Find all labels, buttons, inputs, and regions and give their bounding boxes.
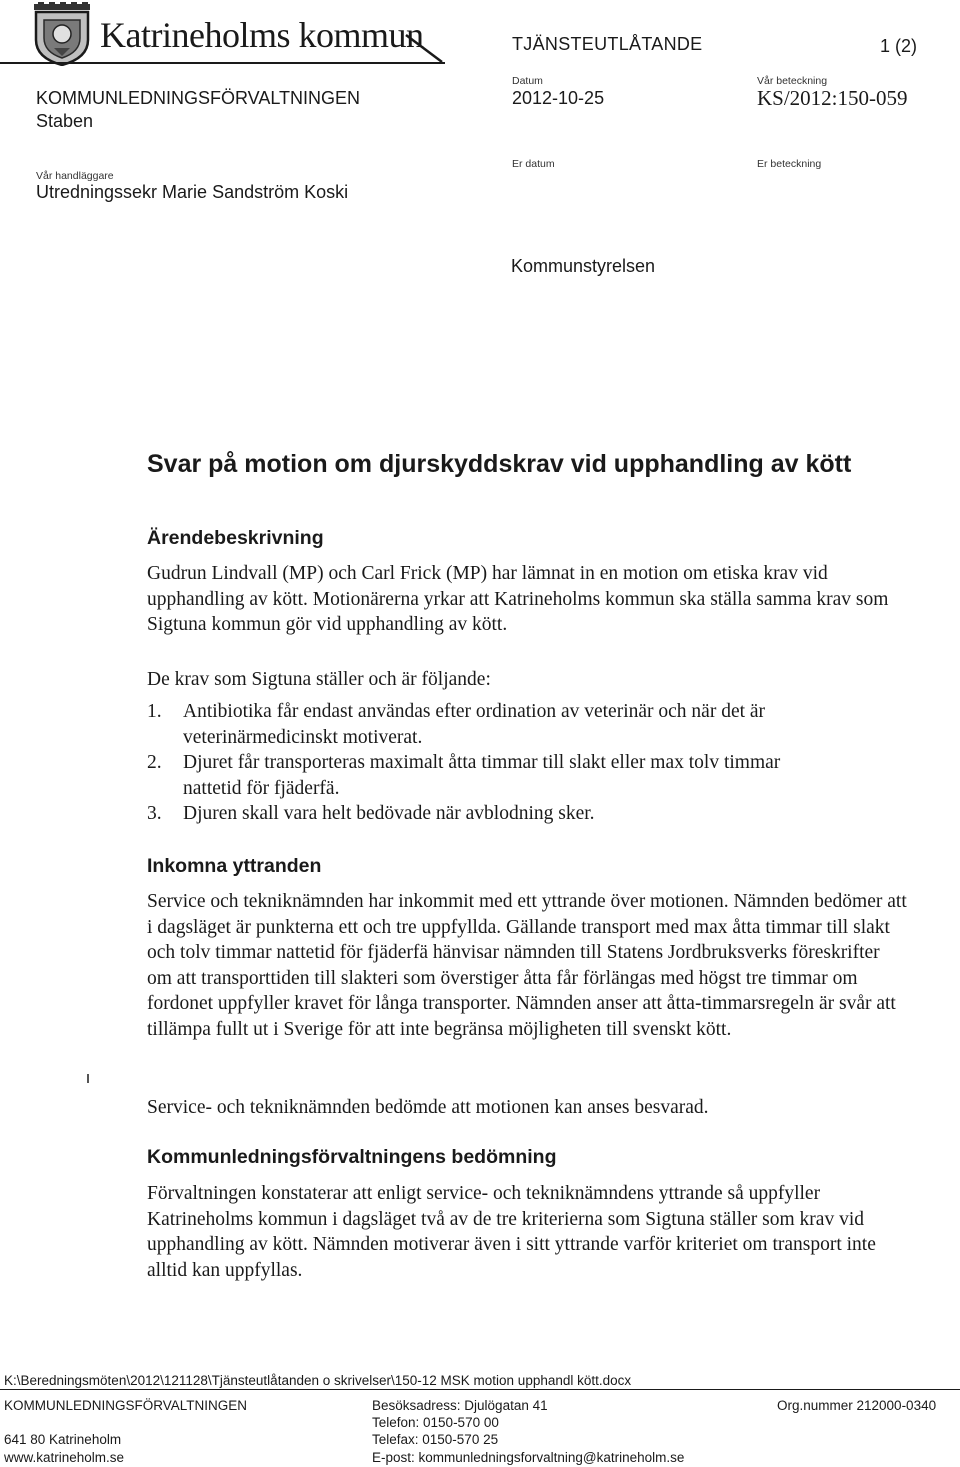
header-rule: [0, 62, 445, 64]
org-name: Katrineholms kommun: [100, 15, 424, 55]
logo-slash-mark: [402, 32, 444, 64]
recipient: Kommunstyrelsen: [511, 256, 656, 276]
paragraph-service-opinion: Service och tekniknämnden har inkommit med ett yttrande över motionen. Nämnden bedömer att i dagsläget är punkterna ett och tre uppfyllda. Gällande transport med max åtta timmar till slakt och tolv timmar nattetid för fjäderfä hänvisar nämnden till Statens Jordbruksverks föreskrifter om att transporttiden till slakteri som överstiger åtta får förlängas med högst tre timmar om fordonet uppfyller kravet för långa transporter. Nämnden anser att åtta-timmarsregeln är svår att tillämpa fullt ut i Sverige för att inte begränsa möjligheten till svenskt kött.: [147, 891, 907, 1040]
footer-fax: Telefax: 0150-570 25: [372, 1432, 499, 1447]
reference-value: KS/2012:150-059: [757, 86, 908, 110]
list-item-text: Antibiotika får endast användas efter ordination av veterinär och när det är veterinärmedicinskt motiverat.: [183, 701, 766, 748]
list-item-text: Djuret får transporteras maximalt åtta timmar till slakt eller max tolv timmar nattetid för fjäderfä.: [183, 752, 781, 799]
document-title: Svar på motion om djurskyddskrav vid upphandling av kött: [147, 450, 852, 478]
page-number: 1 (2): [880, 36, 918, 56]
file-path: K:\Beredningsmöten\2012\121128\Tjänsteutlåtanden o skrivelser\150-12 MSK motion upphandl kött.docx: [4, 1373, 632, 1388]
section-heading-inkomna-yttranden: Inkomna yttranden: [147, 855, 322, 877]
handler-value: Utredningssekr Marie Sandström Koski: [36, 182, 349, 202]
margin-mark: [87, 1074, 89, 1083]
department-name: KOMMUNLEDNINGSFÖRVALTNINGEN: [36, 88, 361, 108]
section-heading-bedomning: Kommunledningsförvaltningens bedömning: [147, 1146, 557, 1168]
list-item: [147, 801, 807, 827]
footer-phone: Telefon: 0150-570 00: [372, 1415, 499, 1430]
list-item-number: 1.: [147, 701, 162, 722]
list-item: [147, 699, 807, 750]
footer-email: E-post: kommunledningsforvaltning@katrineholm.se: [372, 1450, 685, 1465]
handler-label: Vår handläggare: [36, 170, 114, 182]
document-type: TJÄNSTEUTLÅTANDE: [512, 34, 703, 54]
paragraph-service-conclusion: Service- och tekniknämnden bedömde att motionen kan anses besvarad.: [147, 1097, 709, 1118]
paragraph-motion: Gudrun Lindvall (MP) och Carl Frick (MP) har lämnat in en motion om etiska krav vid upphandling av kött. Motionärerna yrkar att Katrineholms kommun ska ställa samma krav som Sigtuna kommun gör vid upphandling av kött.: [147, 563, 889, 635]
footer-department: KOMMUNLEDNINGSFÖRVALTNINGEN: [4, 1398, 248, 1413]
footer-rule: [0, 1389, 960, 1390]
list-item-number: 3.: [147, 803, 162, 824]
list-item-number: 2.: [147, 752, 162, 773]
date-label: Datum: [512, 75, 543, 87]
your-date-label: Er datum: [512, 158, 555, 170]
paragraph-assessment: Förvaltningen konstaterar att enligt service- och tekniknämndens yttrande så uppfyller Katrineholms kommun i dagsläget två av de tre kriterierna som Sigtuna ställer som krav vid upphandling av kött. Nämnden motiverar även i sitt yttrande varför kriteriet om transport inte alltid kan uppfyllas.: [147, 1183, 876, 1281]
coat-of-arms-logo: [32, 2, 92, 66]
footer-website: www.katrineholm.se: [4, 1450, 125, 1465]
footer-postal-address: 641 80 Katrineholm: [4, 1432, 122, 1447]
your-reference-label: Er beteckning: [757, 158, 822, 170]
date-value: 2012-10-25: [512, 88, 605, 108]
footer-visit-address: Besöksadress: Djulögatan 41: [372, 1398, 548, 1413]
paragraph-requirements-intro: De krav som Sigtuna ställer och är följande:: [147, 669, 491, 690]
footer-org-number: Org.nummer 212000-0340: [777, 1398, 937, 1413]
reference-label: Vår beteckning: [757, 75, 828, 87]
requirements-list: [147, 699, 807, 827]
unit-name: Staben: [36, 111, 94, 131]
list-item: [147, 750, 807, 801]
list-item-text: Djuren skall vara helt bedövade när avblodning sker.: [183, 803, 595, 824]
section-heading-arendebeskrivning: Ärendebeskrivning: [147, 527, 324, 549]
